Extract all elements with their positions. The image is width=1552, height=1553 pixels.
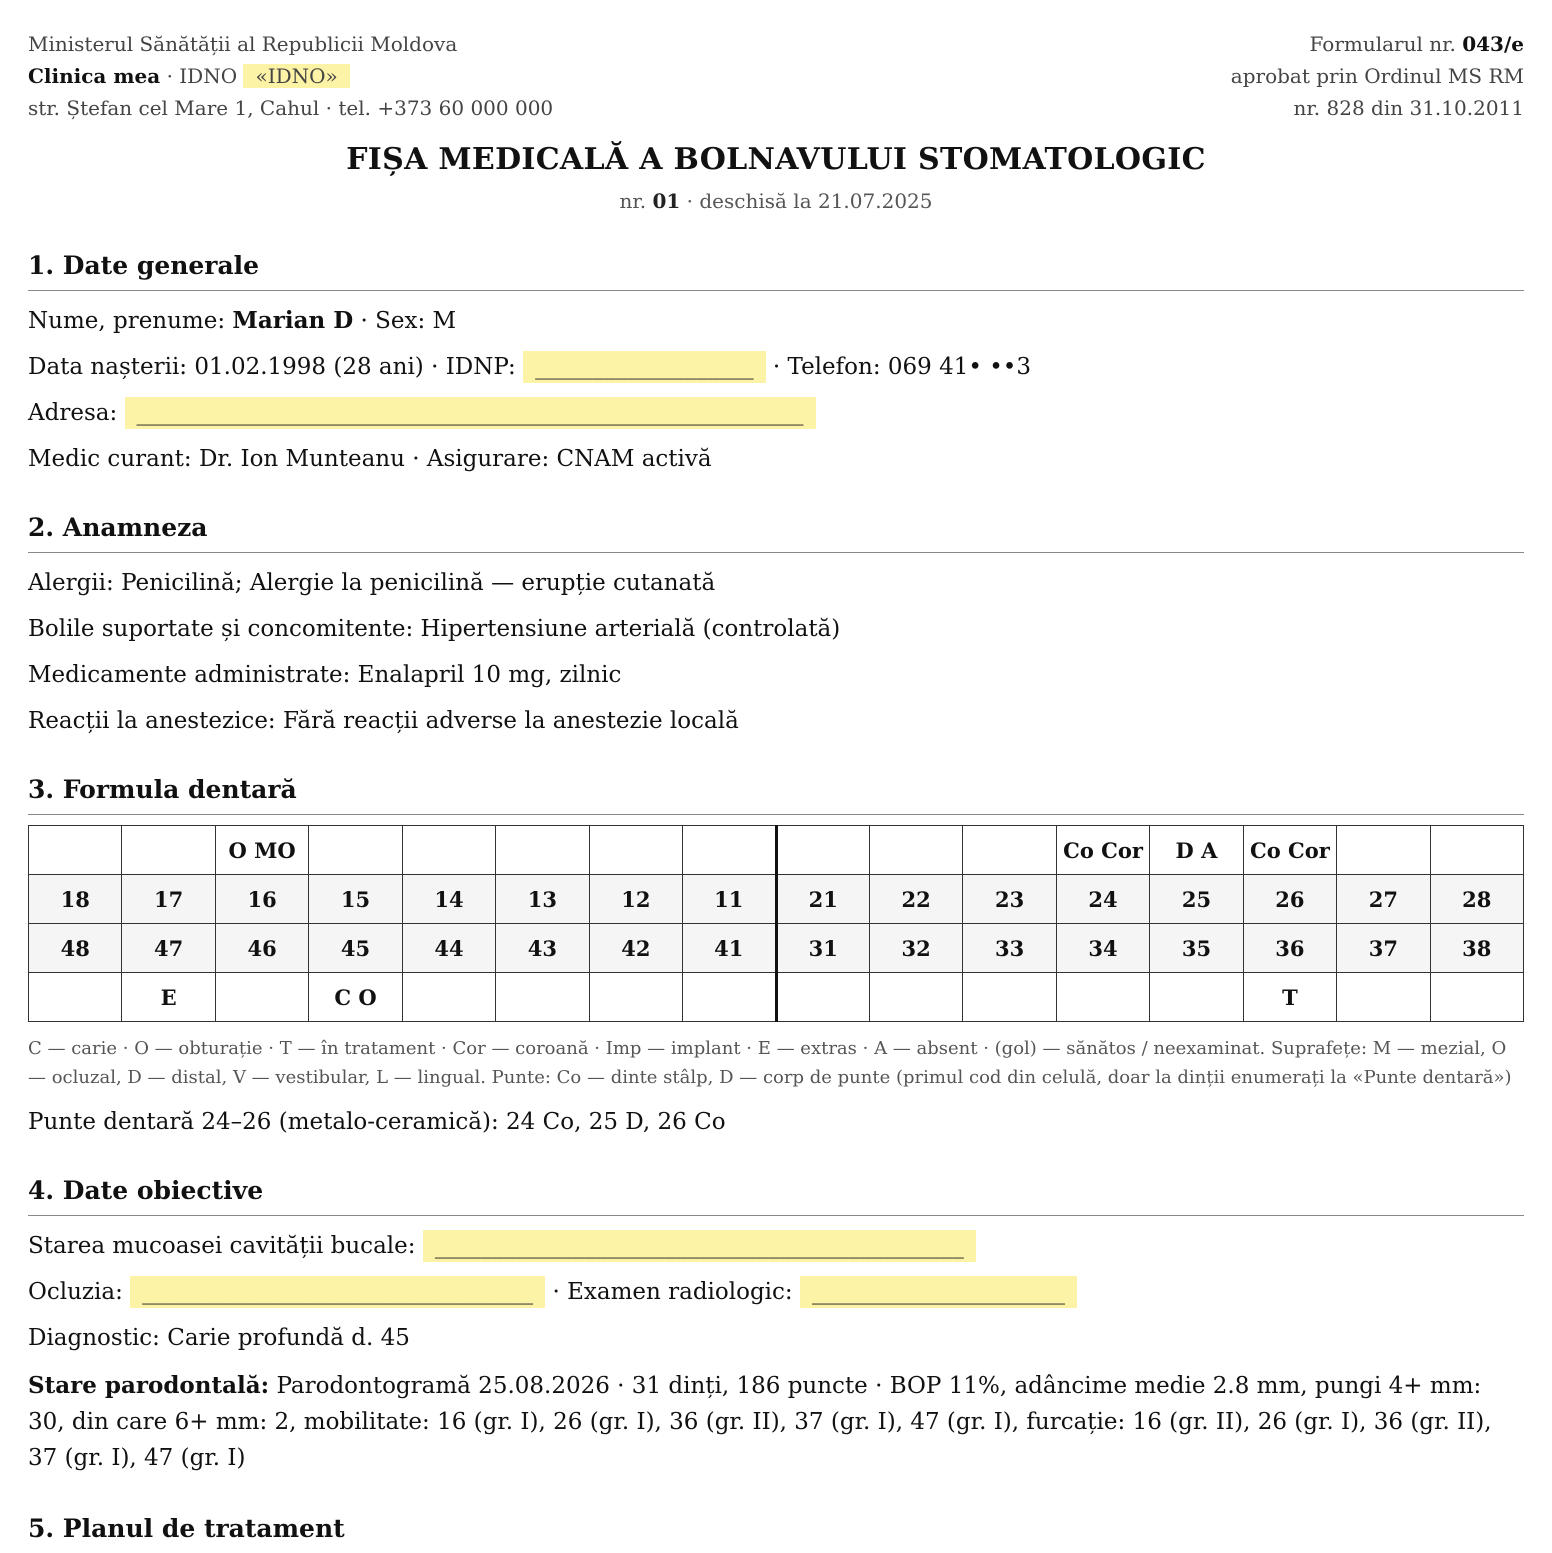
tooth-number-cell: 22 xyxy=(869,875,962,924)
diseases-line: Bolile suportate și concomitente: Hipertensiune arterială (controlată) xyxy=(28,616,841,642)
lower-codes-row xyxy=(29,973,1524,1022)
tooth-number-cell: 28 xyxy=(1430,875,1523,924)
tooth-number-cell: 37 xyxy=(1337,924,1430,973)
xray-label: · Examen radiologic: xyxy=(552,1279,793,1305)
tooth-code-cell[interactable]: C O xyxy=(309,973,402,1022)
tooth-number-cell: 36 xyxy=(1243,924,1336,973)
tooth-code-cell[interactable] xyxy=(402,973,495,1022)
document-header xyxy=(28,0,1524,120)
section-anamnesis-title: 2. Anamneza xyxy=(28,513,1524,553)
tooth-code-cell[interactable] xyxy=(963,973,1056,1022)
tooth-code-cell[interactable] xyxy=(963,826,1056,875)
upper-teeth-row xyxy=(29,875,1524,924)
address-line xyxy=(28,397,1524,429)
tooth-number-cell: 12 xyxy=(589,875,682,924)
tooth-number-cell: 31 xyxy=(776,924,869,973)
tooth-code-cell[interactable] xyxy=(683,826,776,875)
occlusion-field[interactable]: __________________________________ xyxy=(130,1276,545,1308)
tooth-code-cell[interactable] xyxy=(869,973,962,1022)
ministry-name: Ministerul Sănătății al Republicii Moldova xyxy=(28,32,458,56)
tooth-number-cell: 46 xyxy=(215,924,308,973)
tooth-number-cell: 35 xyxy=(1150,924,1243,973)
dental-formula-table xyxy=(28,825,1524,1022)
form-label: Formularul nr. xyxy=(1309,32,1456,56)
allergies-line: Alergii: Penicilină; Alergie la penicilină — erupție cutanată xyxy=(28,570,716,596)
tooth-number-cell: 48 xyxy=(29,924,122,973)
tooth-code-cell[interactable] xyxy=(402,826,495,875)
tooth-code-cell[interactable] xyxy=(589,973,682,1022)
tooth-code-cell[interactable] xyxy=(1150,973,1243,1022)
tooth-number-cell: 41 xyxy=(683,924,776,973)
clinic-name: Clinica mea xyxy=(28,64,161,88)
tooth-code-cell[interactable]: E xyxy=(122,973,215,1022)
mucosa-field[interactable]: ______________________________________________ xyxy=(423,1230,976,1262)
section-general-title: 1. Date generale xyxy=(28,251,1524,291)
tooth-number-cell: 24 xyxy=(1056,875,1149,924)
record-opened-date: · deschisă la 21.07.2025 xyxy=(686,189,933,213)
tooth-number-cell: 47 xyxy=(122,924,215,973)
tooth-number-cell: 42 xyxy=(589,924,682,973)
tooth-number-cell: 27 xyxy=(1337,875,1430,924)
tooth-code-cell[interactable]: O MO xyxy=(215,826,308,875)
section-objective-title: 4. Date obiective xyxy=(28,1176,1524,1216)
tooth-number-cell: 34 xyxy=(1056,924,1149,973)
approved-line: aprobat prin Ordinul MS RM xyxy=(1230,64,1524,88)
occlusion-label: Ocluzia: xyxy=(28,1279,123,1305)
periodontal-text: Parodontogramă 25.08.2026 · 31 dinți, 186 puncte · BOP 11%, adâncime medie 2.8 mm, pungi 4+ mm: 30, din care 6+ mm: 2, mobilitate: 16 (gr. I), 26 (gr. I), 36 (gr. II), 37 (gr. I), 47 (gr. I), furcație: 16 (gr. II), 26 (gr. I), 36 (gr. II), 37 (gr. I), 47 (gr. I) xyxy=(28,1373,1492,1471)
birth-line xyxy=(28,351,1524,383)
tooth-code-cell[interactable] xyxy=(309,826,402,875)
idno-placeholder[interactable]: «IDNO» xyxy=(243,64,349,88)
tooth-number-cell: 13 xyxy=(496,875,589,924)
name-label: Nume, prenume: xyxy=(28,308,226,334)
anesthesia-line: Reacții la anestezice: Fără reacții adverse la anestezie locală xyxy=(28,708,739,734)
tooth-code-cell[interactable] xyxy=(215,973,308,1022)
tooth-number-cell: 32 xyxy=(869,924,962,973)
tooth-number-cell: 17 xyxy=(122,875,215,924)
patient-name: Marian D xyxy=(232,307,354,334)
patient-name-line xyxy=(28,305,1524,337)
section-dental-title: 3. Formula dentară xyxy=(28,775,1524,815)
tooth-number-cell: 15 xyxy=(309,875,402,924)
tooth-code-cell[interactable]: Co Cor xyxy=(1056,826,1149,875)
dental-legend: C — carie · O — obturație · T — în tratament · Cor — coroană · Imp — implant · E — extras · A — absent · (gol) — sănătos / neexaminat. Suprafețe: M — mezial, O — ocluzal, D — distal, V — vestibular, L — lingual. Punte: Co — dinte stâlp, D — corp de punte (primul cod din celulă, doar la dinții enumerați la «Punte dentară») xyxy=(28,1038,1512,1088)
tooth-number-cell: 14 xyxy=(402,875,495,924)
form-number: 043/e xyxy=(1462,32,1524,56)
tooth-number-cell: 38 xyxy=(1430,924,1523,973)
tooth-code-cell[interactable] xyxy=(496,826,589,875)
tooth-code-cell[interactable] xyxy=(776,826,869,875)
tooth-code-cell[interactable] xyxy=(496,973,589,1022)
tooth-code-cell[interactable] xyxy=(869,826,962,875)
tooth-number-cell: 16 xyxy=(215,875,308,924)
occlusion-line xyxy=(28,1276,1524,1308)
tooth-code-cell[interactable]: T xyxy=(1243,973,1336,1022)
record-number: 01 xyxy=(652,189,681,213)
patient-sex: · Sex: M xyxy=(360,308,457,334)
tooth-code-cell[interactable] xyxy=(683,973,776,1022)
mucosa-line xyxy=(28,1230,1524,1262)
clinic-address: str. Ștefan cel Mare 1, Cahul · tel. +373 60 000 000 xyxy=(28,96,554,120)
section-treatment-title: 5. Planul de tratament xyxy=(28,1514,345,1543)
tooth-code-cell[interactable] xyxy=(29,973,122,1022)
tooth-code-cell[interactable] xyxy=(1056,973,1149,1022)
tooth-code-cell[interactable] xyxy=(1430,973,1523,1022)
tooth-code-cell[interactable] xyxy=(1337,973,1430,1022)
address-field[interactable]: __________________________________________________________ xyxy=(125,397,816,429)
tooth-number-cell: 18 xyxy=(29,875,122,924)
tooth-number-cell: 23 xyxy=(963,875,1056,924)
tooth-code-cell[interactable] xyxy=(776,973,869,1022)
medications-line: Medicamente administrate: Enalapril 10 mg, zilnic xyxy=(28,662,622,688)
lower-teeth-row xyxy=(29,924,1524,973)
tooth-number-cell: 43 xyxy=(496,924,589,973)
xray-field[interactable]: ______________________ xyxy=(800,1276,1077,1308)
upper-codes-row xyxy=(29,826,1524,875)
document-subtitle xyxy=(28,189,1524,213)
tooth-code-cell[interactable] xyxy=(1337,826,1430,875)
idnp-field[interactable]: ___________________ xyxy=(523,351,766,383)
mucosa-label: Starea mucoasei cavității bucale: xyxy=(28,1233,416,1259)
diagnosis-line: Diagnostic: Carie profundă d. 45 xyxy=(28,1325,410,1351)
periodontal-label: Stare parodontală: xyxy=(28,1372,270,1399)
tooth-code-cell[interactable] xyxy=(29,826,122,875)
tooth-code-cell[interactable]: Co Cor xyxy=(1243,826,1336,875)
form-info xyxy=(1231,28,1524,124)
medical-record-page xyxy=(28,0,1524,1553)
document-title: FIȘA MEDICALĂ A BOLNAVULUI STOMATOLOGIC xyxy=(346,142,1206,177)
tooth-code-cell[interactable] xyxy=(1430,826,1523,875)
tooth-number-cell: 21 xyxy=(776,875,869,924)
tooth-number-cell: 45 xyxy=(309,924,402,973)
tooth-code-cell[interactable] xyxy=(589,826,682,875)
birth-date: Data nașterii: 01.02.1998 (28 ani) · IDNP: xyxy=(28,354,516,380)
phone: · Telefon: 069 41• ••3 xyxy=(772,354,1032,380)
idno-label: · IDNO xyxy=(166,64,238,88)
tooth-code-cell[interactable] xyxy=(122,826,215,875)
doctor-line: Medic curant: Dr. Ion Munteanu · Asigurare: CNAM activă xyxy=(28,446,712,472)
tooth-number-cell: 33 xyxy=(963,924,1056,973)
periodontal-line xyxy=(28,1368,1524,1476)
tooth-number-cell: 25 xyxy=(1150,875,1243,924)
address-label: Adresa: xyxy=(28,400,118,426)
record-number-label: nr. xyxy=(619,189,647,213)
clinic-info xyxy=(28,28,553,124)
tooth-code-cell[interactable]: D A xyxy=(1150,826,1243,875)
order-line: nr. 828 din 31.10.2011 xyxy=(1293,96,1524,120)
bridge-line: Punte dentară 24–26 (metalo-ceramică): 24 Co, 25 D, 26 Co xyxy=(28,1109,726,1135)
tooth-number-cell: 26 xyxy=(1243,875,1336,924)
tooth-number-cell: 44 xyxy=(402,924,495,973)
form-line xyxy=(1231,28,1524,60)
tooth-number-cell: 11 xyxy=(683,875,776,924)
clinic-line xyxy=(28,60,553,92)
